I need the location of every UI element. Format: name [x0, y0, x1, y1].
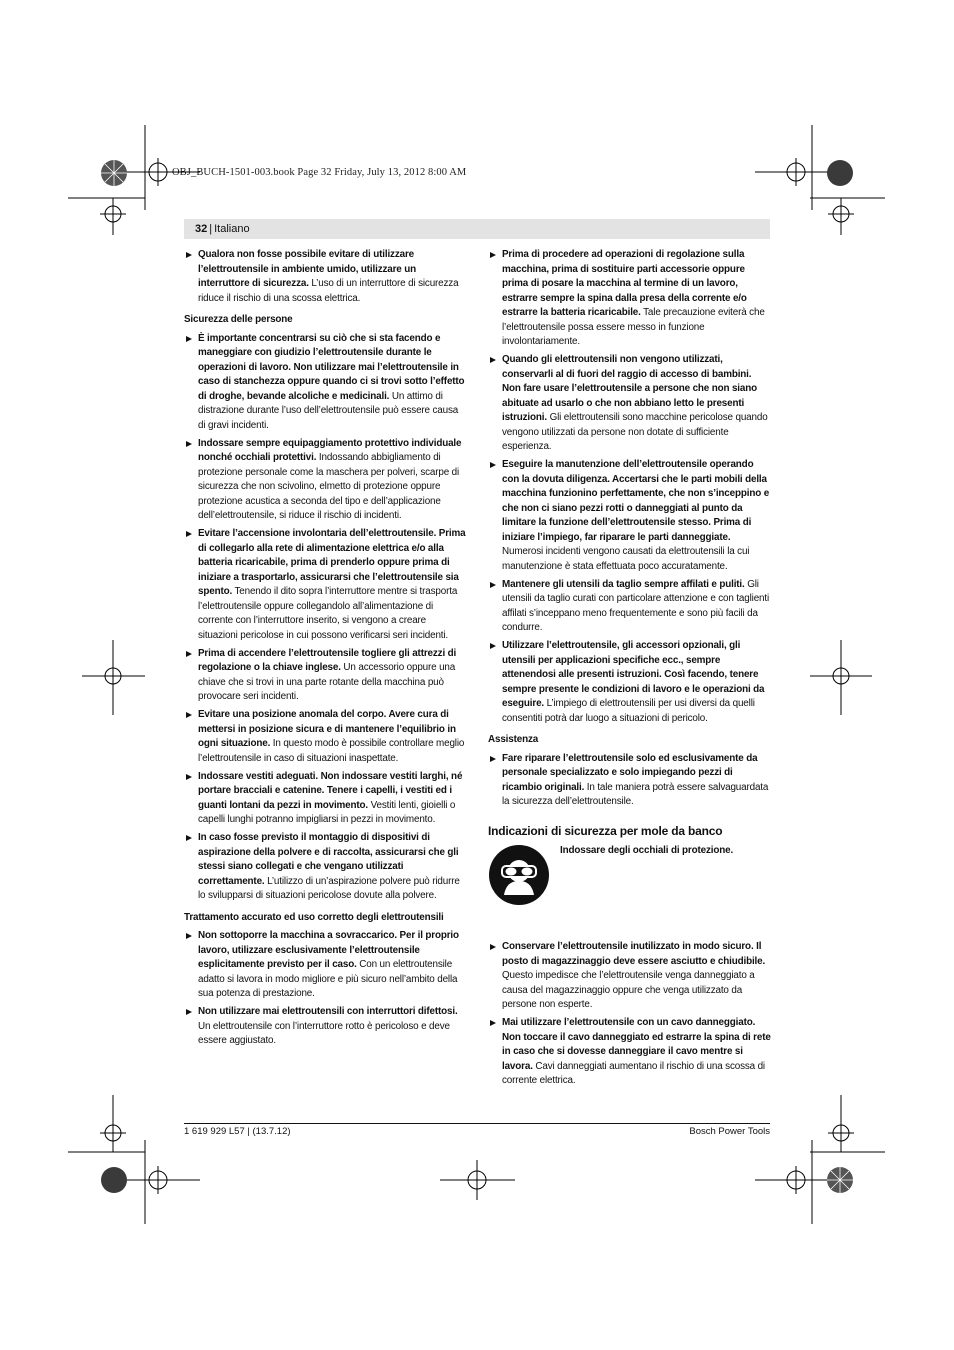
bullet-bold: Mantenere gli utensili da taglio sempre affilati e puliti.: [502, 578, 745, 590]
bullet-text: Gli elettroutensili sono macchine pericolose quando vengono utilizzati da persone non dotate di sufficiente esperienza.: [502, 412, 768, 452]
bullet-bold: Prima di accendere l’elettroutensile togliere gli attrezzi di regolazione o la chiave inglese.: [198, 647, 457, 673]
page-header-bar: [184, 219, 770, 239]
list-item: [488, 752, 771, 810]
bullet-bold: Qualora non fosse possibile evitare di utilizzare l’elettroutensile in ambiente umido, utilizzare un interruttore di sicurezza.: [198, 249, 417, 289]
bullet-bold: In caso fosse previsto il montaggio di dispositivi di aspirazione della polvere e di raccolta, assicurarsi che gli stessi siano collegati e che vengano utilizzati correttamente.: [198, 832, 459, 887]
list-item: [488, 578, 771, 636]
bullet-triangle-icon: [490, 944, 496, 950]
bullet-text: Questo impedisce che l’elettroutensile venga danneggiato a causa del magazzinaggio oppure che venga utilizzato da persone non esperte.: [502, 970, 755, 1010]
header-language: Italiano: [214, 223, 250, 235]
list-item: [488, 458, 771, 574]
bullet-bold: Indossare vestiti adeguati. Non indossare vestiti larghi, né portare bracciali e catenine. Tenere i capelli, i vestiti ed i guanti lontani da pezzi in movimento.: [198, 770, 463, 811]
bullet-triangle-icon: [490, 1020, 496, 1026]
bullet-bold: Quando gli elettroutensili non vengono utilizzati, conservarli al di fuori del raggio di accesso di bambini. Non fare usare l’elettroutensile a persone che non siano abituate ad usarlo o che non abbiano letto le presenti istruzioni.: [502, 354, 758, 423]
bullet-text: L’impiego di elettroutensili per usi diversi da quelli consentiti potrà dar luogo a situazioni di pericolo.: [502, 698, 755, 724]
bullet-triangle-icon: [490, 643, 496, 649]
bullet-bold: Indossare sempre equipaggiamento protettivo individuale nonché occhiali protettivi.: [198, 437, 462, 463]
bullet-bold: Fare riparare l’elettroutensile solo ed esclusivamente da personale specializzato e solo impiegando pezzi di ricambio originali.: [502, 752, 758, 793]
footer-doc-number: 1 619 929 L57 | (13.7.12): [184, 1126, 291, 1137]
bullet-bold: Mai utilizzare l’elettroutensile con un cavo danneggiato. Non toccare il cavo danneggiato ed estrarre la spina di rete in caso che si dovesse danneggiare il cavo mentre si lavora.: [502, 1017, 771, 1072]
bullet-triangle-icon: [186, 252, 192, 258]
list-item: [488, 248, 771, 350]
bullet-text: In tale maniera potrà essere salvaguardata la sicurezza dell’elettroutensile.: [502, 781, 769, 807]
list-item: [184, 770, 467, 828]
safety-goggles-icon: [488, 844, 550, 906]
list-item: [488, 940, 771, 1013]
page-number: 32: [195, 223, 208, 235]
list-item: [184, 248, 467, 306]
bullet-triangle-icon: [186, 651, 192, 657]
bullet-triangle-icon: [186, 933, 192, 939]
bullet-text: Indossando abbigliamento di protezione personale come la maschera per polveri, scarpe di sicurezza che non scivolino, elmetto di protezione oppure protezione acustica a seconda del tipo e dell’applicazione dell’elettroutensile, si riduce il rischio di incidenti.: [198, 452, 460, 521]
print-header: OBJ_BUCH-1501-003.book Page 32 Friday, July 13, 2012 8:00 AM: [172, 167, 467, 178]
list-item: [184, 332, 467, 434]
bullet-triangle-icon: [490, 756, 496, 762]
list-item: [184, 708, 467, 766]
footer-brand: Bosch Power Tools: [689, 1126, 770, 1137]
bullet-text: Con un elettroutensile adatto si lavora in modo migliore e più sicuro nell’ambito della sua potenza di prestazione.: [198, 959, 458, 999]
bullet-bold: Utilizzare l’elettroutensile, gli accessori opzionali, gli utensili per applicazioni specifiche ecc., sempre attenendosi alle presenti istruzioni. Così facendo, tenere sempre presente le condizioni di lavoro e le operazioni da eseguire.: [502, 640, 765, 709]
list-item: [184, 929, 467, 1002]
bullet-bold: Evitare l’accensione involontaria dell’elettroutensile. Prima di collegarlo alla rete di alimentazione elettrica e/o alla batteria ricaricabile, prima di prenderlo oppure prima di iniziare a trasportarlo, assicurarsi che l’elettroutensile sia spento.: [198, 528, 466, 597]
bullet-bold: Non utilizzare mai elettroutensili con interruttori difettosi.: [198, 1006, 458, 1017]
header-separator: |: [209, 223, 213, 235]
bullet-text: Un elettroutensile con l’interruttore rotto è pericoloso e deve essere aggiustato.: [198, 1020, 450, 1046]
bullet-bold: È importante concentrarsi su ciò che si sta facendo e maneggiare con giudizio l’elettroutensile durante le operazioni di lavoro. Non utilizzare mai l’elettroutensile in caso di stanchezza oppure quando ci si trovi sotto l’effetto di droghe, bevande alcoliche e medicinali.: [198, 332, 465, 402]
bullet-bold: Non sottoporre la macchina a sovraccarico. Per il proprio lavoro, utilizzare esclusivamente l’elettroutensile esplicitamente previsto per il caso.: [198, 930, 459, 970]
list-item: [488, 1016, 771, 1089]
bullet-text: L’uso di un interruttore di sicurezza riduce il rischio di una scossa elettrica.: [198, 278, 459, 304]
bullet-text: Un accessorio oppure una chiave che si trovi in una parte rotante della macchina può provocare seri incidenti.: [198, 662, 456, 702]
section-heading-persons: Sicurezza delle persone: [184, 314, 293, 325]
bullet-triangle-icon: [490, 582, 496, 588]
list-item: [488, 353, 771, 455]
bullet-text: Tale precauzione eviterà che l’elettroutensile possa essere messo in funzione involontariamente.: [502, 307, 765, 347]
bullet-text: Vestiti lenti, gioielli o capelli lunghi potranno impigliarsi in pezzi in movimento.: [198, 799, 456, 825]
bullet-triangle-icon: [186, 336, 192, 342]
bullet-bold: Evitare una posizione anomala del corpo. Avere cura di mettersi in posizione sicura e di mantenere l’equilibrio in ogni situazione.: [198, 709, 456, 749]
list-item: [184, 831, 467, 904]
bullet-text: Cavi danneggiati aumentano il rischio di una scossa di corrente elettrica.: [502, 1060, 765, 1086]
right-column: [488, 248, 771, 1092]
safety-sign-box: [488, 844, 771, 918]
bullet-bold: Prima di procedere ad operazioni di regolazione sulla macchina, prima di sostituire parti accessorie oppure prima di posare la macchina al termine di un lavoro, estrarre sempre la spina dalla presa della corrente e/o estrarre la batteria ricaricabile.: [502, 249, 747, 318]
section-heading-handling: Trattamento accurato ed uso corretto degli elettroutensili: [184, 911, 444, 923]
list-item: [184, 1005, 467, 1049]
bullet-triangle-icon: [186, 531, 192, 537]
bullet-text: Numerosi incidenti vengono causati da elettroutensili la cui manutenzione è stata effettuata poco accuratamente.: [502, 546, 750, 572]
bullet-triangle-icon: [186, 441, 192, 447]
bullet-triangle-icon: [186, 712, 192, 718]
bullet-triangle-icon: [490, 252, 496, 258]
bullet-triangle-icon: [186, 774, 192, 780]
bullet-text: L’utilizzo di un’aspirazione polvere può ridurre lo svilupparsi di situazioni pericolose dovute alla polvere.: [198, 875, 460, 901]
list-item: [184, 647, 467, 705]
list-item: [184, 527, 467, 643]
bullet-text: Gli utensili da taglio curati con particolare attenzione e con taglienti affilati s’inceppano meno frequentemente e sono più facili da condurre.: [502, 578, 770, 633]
bullet-bold: Conservare l’elettroutensile inutilizzato in modo sicuro. Il posto di magazzinaggio deve essere asciutto e chiudibile.: [502, 941, 766, 967]
bullet-text: Un attimo di distrazione durante l’uso dell’elettroutensile può essere causa di gravi incidenti.: [198, 390, 459, 431]
list-item: [184, 437, 467, 524]
bullet-bold: Eseguire la manutenzione dell’elettroutensile operando con la dovuta diligenza. Accertarsi che le parti mobili della macchina funzionino perfettamente, che non s’inceppino e che non ci siano pezzi rotti o danneggiati al punto da limitare la funzione dell’elettroutensile stesso. Prima di iniziare l’impiego, far riparare le parti danneggiate.: [502, 459, 770, 543]
section-heading-bench-grinder: Indicazioni di sicurezza per mole da banco: [488, 823, 723, 838]
list-item: [488, 639, 771, 726]
bullet-triangle-icon: [490, 357, 496, 363]
safety-sign-caption: Indossare degli occhiali di protezione.: [560, 845, 734, 856]
left-column: [184, 248, 467, 1052]
bullet-text: Tenendo il dito sopra l’interruttore mentre si trasporta l’elettroutensile oppure collegandolo all’alimentazione di corrente con l’interruttore inserito, si vengono a creare situazioni pericolose in cui possono verificarsi seri incidenti.: [198, 586, 458, 641]
bullet-text: In questo modo è possibile controllare meglio l’elettroutensile in caso di situazioni inaspettate.: [198, 738, 465, 764]
bullet-triangle-icon: [186, 1009, 192, 1015]
bullet-triangle-icon: [490, 462, 496, 468]
footer-divider: [184, 1123, 770, 1124]
section-heading-assistance: Assistenza: [488, 734, 539, 745]
bullet-triangle-icon: [186, 835, 192, 841]
